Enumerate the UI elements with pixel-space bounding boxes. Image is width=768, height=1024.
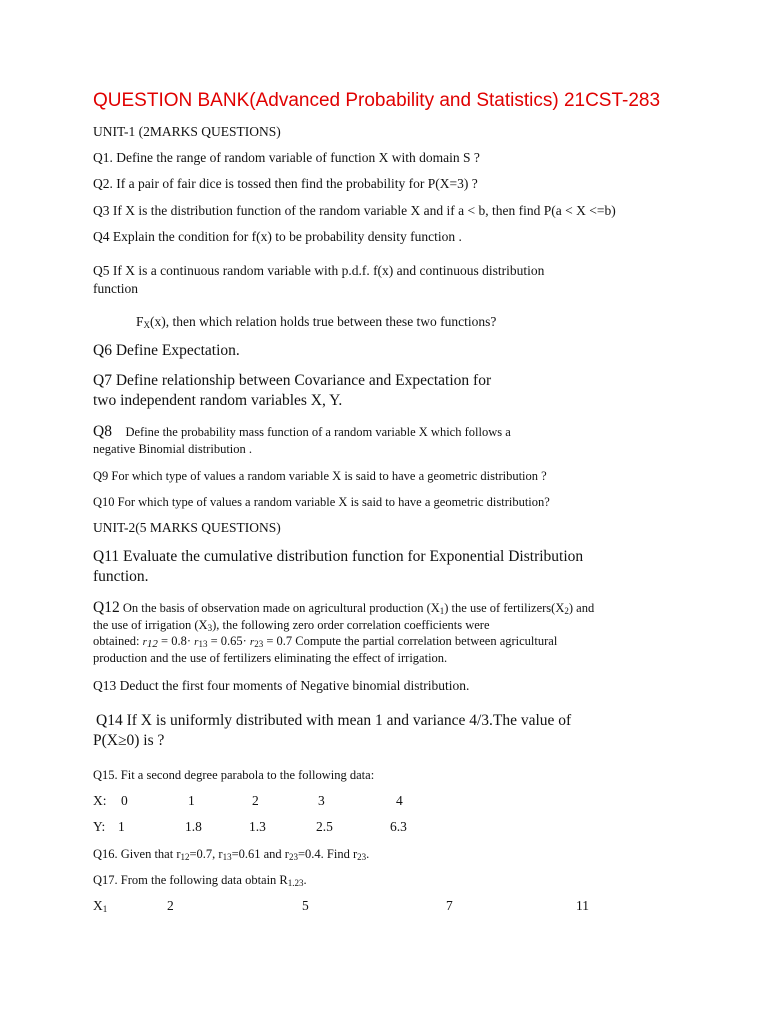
question-q14-line1: Q14 If X is uniformly distributed with mean 1 and variance 4/3.The value of — [96, 712, 572, 729]
table-y-cell: 1.8 — [185, 819, 202, 834]
table-y-label: Y: — [93, 819, 106, 834]
question-q15: Q15. Fit a second degree parabola to the following data: — [93, 768, 375, 782]
table-x-cell: 2 — [252, 793, 259, 808]
question-q12-line1: Q12 On the basis of observation made on agricultural production $(X_1)$ the use of $fertilizers(X_2)$ and — [93, 599, 595, 616]
question-q12-line3: obtained: $r_{12} = 0.8\cdot r_{13} = 0.65\cdot r_{23} = 0.7$ Compute the partial correlation between agricultural — [93, 634, 558, 650]
table-x1-cell: 7 — [446, 898, 453, 913]
table-x1-label: $X_1$ — [93, 898, 108, 914]
question-q6: Q6 Define Expectation. — [93, 342, 240, 359]
question-q8-line2: negative Binomial distribution . — [93, 442, 253, 456]
question-q5-line2: function — [93, 281, 138, 296]
unit-1-heading: UNIT-1 (2MARKS QUESTIONS) — [93, 124, 281, 139]
question-q11-line2: function. — [93, 568, 149, 585]
question-q1: Q1. Define the range of random variable of function X with domain S ? — [93, 150, 480, 165]
question-q13: Q13 Deduct the first four moments of Negative binomial distribution. — [93, 678, 470, 693]
table-y-cell: 1 — [118, 819, 125, 834]
table-y-cell: 2.5 — [316, 819, 333, 834]
question-q7-line2: two independent random variables X, Y. — [93, 392, 343, 409]
question-q16: Q16. Given that $r_{12}=0.7$, $r_{13}=0.61$ and $r_{23}=0.4$. Find $r_{23}$. — [93, 847, 370, 862]
question-q5-line1: Q5 If X is a continuous random variable with p.d.f. f(x) and continuous distribution — [93, 263, 545, 278]
table-x1-cell: 2 — [167, 898, 174, 913]
table-y-cell: 1.3 — [249, 819, 266, 834]
question-q17: Q17. From the following data obtain $R_{1.23}$. — [93, 873, 307, 888]
question-q14-line2: P(X≥0) is ? — [93, 732, 165, 749]
question-q12-line2: the use of irrigation $(X_3)$, the following zero order correlation coefficients were — [93, 618, 490, 633]
table-x1-cell: 11 — [576, 898, 589, 913]
question-q11-line1: Q11 Evaluate the cumulative distribution function for Exponential Distribution — [93, 548, 584, 565]
question-q4: Q4 Explain the condition for f(x) to be probability density function . — [93, 229, 462, 244]
question-q10: Q10 For which type of values a random variable X is said to have a geometric distribution? — [93, 495, 550, 509]
table-x1-cell: 5 — [302, 898, 309, 913]
question-q3: Q3 If X is the distribution function of the random variable X and if a < b, then find P(a < X <=b) — [93, 203, 616, 218]
table-x-cell: 0 — [121, 793, 128, 808]
question-q7-line1: Q7 Define relationship between Covariance and Expectation for — [93, 372, 492, 389]
table-x-cell: 1 — [188, 793, 195, 808]
table-y-cell: 6.3 — [390, 819, 407, 834]
unit-2-heading: UNIT-2(5 MARKS QUESTIONS) — [93, 520, 281, 535]
question-q2: Q2. If a pair of fair dice is tossed then find the probability for P(X=3) ? — [93, 176, 478, 191]
question-q5-line3: $F_X(x)$, then which relation holds true between these two functions? — [136, 314, 497, 330]
question-q8-line1: Q8 Define the probability mass function of a random variable X which follows a — [93, 423, 511, 440]
question-q12-line4: production and the use of fertilizers eliminating the effect of irrigation. — [93, 651, 448, 665]
table-x-label: X: — [93, 793, 107, 808]
table-x-cell: 4 — [396, 793, 403, 808]
page-title: QUESTION BANK(Advanced Probability and Statistics) 21CST-283 — [93, 90, 661, 111]
question-q9: Q9 For which type of values a random variable X is said to have a geometric distribution ? — [93, 469, 547, 483]
table-x-cell: 3 — [318, 793, 325, 808]
